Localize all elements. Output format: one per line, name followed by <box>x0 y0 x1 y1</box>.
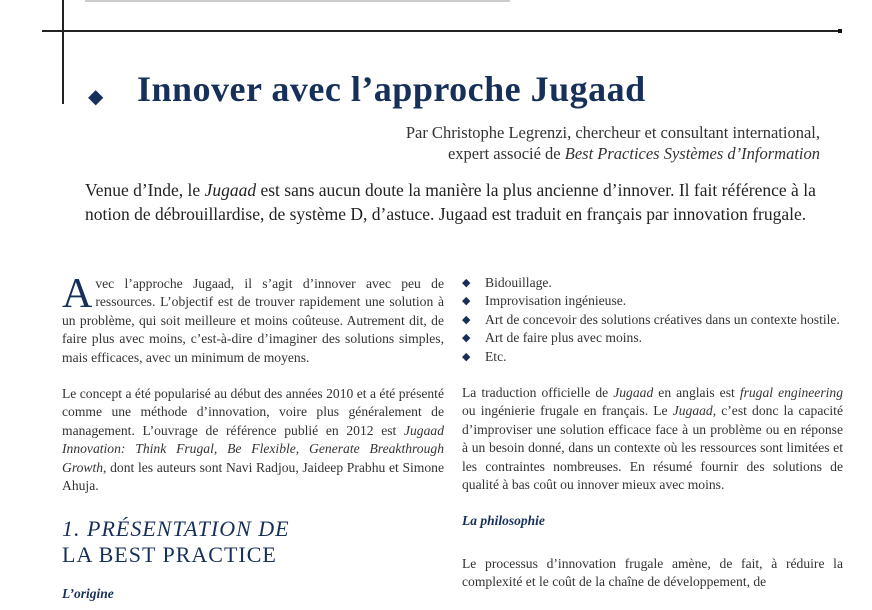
paragraph <box>62 271 444 367</box>
paragraph <box>62 385 444 495</box>
bullet-icon: ◆ <box>462 350 471 363</box>
paragraph-text: , dont les auteurs sont Navi Radjou, Jaideep Prabhu et Simone Ahuja. <box>62 459 444 494</box>
byline-line1: Par Christophe Legrenzi, chercheur et consultant international, <box>405 123 820 142</box>
left-column <box>62 271 444 513</box>
subheading-philosophie: La philosophie <box>462 513 545 529</box>
list-item-text: Art de concevoir des solutions créatives dans un contexte hostile. <box>485 311 840 327</box>
list-item <box>462 274 843 292</box>
italic-term: frugal engineering <box>739 385 844 401</box>
section-heading-line1: 1. PRÉSENTATION DE <box>62 516 290 541</box>
list-item <box>462 311 843 329</box>
paragraph-text: ou ingénierie frugale en français. Le <box>462 403 673 419</box>
paragraph-text: La traduction officielle de <box>462 385 614 401</box>
section-heading-line2: LA BEST PRACTICE <box>62 542 277 567</box>
list-item <box>462 329 843 347</box>
article-title: Innover avec l’approche Jugaad <box>137 69 646 109</box>
byline <box>406 122 820 164</box>
bullet-icon: ◆ <box>462 313 471 326</box>
byline-prefix: expert associé de <box>447 144 565 163</box>
list-item <box>462 292 843 310</box>
list-item-text: Art de faire plus avec moins. <box>485 330 643 346</box>
list-item-text: Improvisation ingénieuse. <box>485 293 627 309</box>
title-bullet-icon: ◆ <box>88 86 104 108</box>
right-column <box>462 274 843 610</box>
paragraph-text: vec l’approche Jugaad, il s’agit d’innover avec peu de ressources. L’objectif est de trouver rapidement une solution à un problème, qui soit meilleure et moins coûteuse. Autrement dit, de faire plus avec moins, c’est-à-dire d’imaginer des solutions simples, mais efficaces, avec un minimum de moyens. <box>62 276 444 365</box>
italic-term: Jugaad <box>672 403 713 419</box>
paragraph <box>462 384 843 494</box>
intro-italic: Jugaad <box>204 180 257 200</box>
header-rule <box>42 30 840 32</box>
intro-paragraph <box>85 178 845 226</box>
book-title: Jugaad Innovation: Think Frugal, Be Flexible, Generate Breakthrough Growth <box>62 422 444 475</box>
margin-rule <box>62 0 64 104</box>
section-heading <box>62 516 290 568</box>
rule-end-marker <box>838 29 842 33</box>
byline-org: Best Practices Systèmes d’Information <box>564 144 820 163</box>
bullet-icon: ◆ <box>462 277 471 289</box>
bullet-list <box>462 274 843 366</box>
drop-cap: A <box>62 271 93 317</box>
list-item-text: Etc. <box>485 348 507 364</box>
paragraph: Le processus d’innovation frugale amène, de fait, à réduire la complexité et le coût de la chaîne de développement, de <box>462 555 843 590</box>
paragraph-text: Le concept a été popularisé au début des années 2010 et a été présenté comme une méthode d’innovation, voire plus généralement de management. L’ouvrage de référence publié en 2012 est <box>62 386 444 438</box>
bullet-icon: ◆ <box>462 332 471 345</box>
intro-text: Venue d’Inde, le <box>85 180 205 200</box>
list-item <box>462 348 843 366</box>
intro-text: est sans aucun doute la manière la plus ancienne d’innover. Il fait référence à la notion de débrouillardise, de système D, d’astuce. Jugaad est traduit en français par innovation frugale. <box>85 180 816 224</box>
list-item-text: Bidouillage. <box>485 275 552 290</box>
paragraph-text: en anglais est <box>653 385 740 401</box>
byline-line2 <box>406 143 820 164</box>
bullet-icon: ◆ <box>462 295 471 308</box>
italic-term: Jugaad <box>613 385 654 401</box>
subheading-origine: L’origine <box>62 586 114 601</box>
cropped-header-text <box>85 0 510 2</box>
paragraph-text: , c’est donc la capacité d’improviser une solution efficace face à un problème ou en réponse à un besoin donné, dans un contexte où les ressources sont limitées et les contraintes nombreuses. En résumé fournir des solutions de qualité à bas coût ou innover mieux avec moins. <box>462 403 843 493</box>
